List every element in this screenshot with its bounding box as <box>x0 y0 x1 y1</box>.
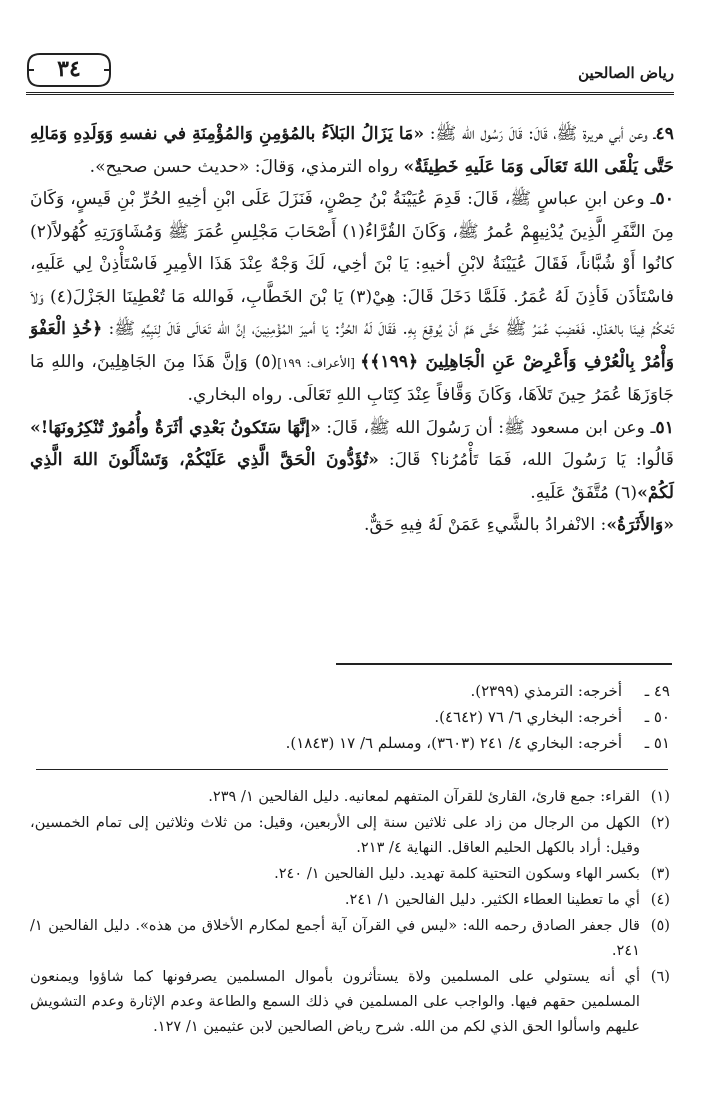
footnotes-list <box>30 784 670 1040</box>
footnote-text: الكهل من الرجال من زاد على ثلاثين سنة إلى الأربعين، وقيل: من ثلاث وثلاثين إلى تمام الخمسين، وقيل: أراد بالكهل الحليم العاقل. النهاية ٤/ ٢١٣. <box>30 814 640 856</box>
takhrij-number: ٥١ ـ <box>644 734 670 752</box>
hadith-49 <box>30 118 674 183</box>
footnote-number: (٤) <box>650 891 670 908</box>
hadith-text: ـ وعن أبي هريرة ﷺ، قَالَ: قَالَ رَسُول الله ﷺ: <box>424 124 656 144</box>
takhrij-text: أخرجه: البخاري ٦/ ٧٦ (٤٦٤٢). <box>434 708 622 726</box>
gloss-text: : الانْفرادُ بالشَّيءِ عَمَنْ لَهُ فِيهِ حَقٌّ. <box>364 515 607 535</box>
footnote-text: بكسر الهاء وسكون التحتية كلمة تهديد. دليل الفالحين ١/ ٢٤٠. <box>274 865 640 882</box>
footnote-number: (٣) <box>650 865 670 882</box>
quran-verse: ﴿خُذِ الْعَفْوَ وَأْمُرْ بِالْعُرْفِ وَأَعْرِضْ عَنِ الْجَاهِلِينَ ﴿١٩٩﴾﴾ <box>30 319 674 372</box>
verse-reference: [الأعراف: ١٩٩] <box>277 355 361 370</box>
footnote <box>30 887 670 912</box>
footnote-text: أي ما تعطينا العطاء الكثير. دليل الفالحين ١/ ٢٤١. <box>344 891 640 908</box>
footnote-number: (٥) <box>650 917 670 934</box>
takhrij-text: أخرجه: الترمذي (٢٣٩٩). <box>470 682 622 700</box>
header-rule <box>26 92 674 95</box>
hadith-text: ـ وعن ابنِ عباسٍ ﷺ، قَالَ: قَدِمَ عُيَيْنَةُ بْنُ حِصْنٍ، فَنَزَلَ عَلَى ابْنِ أخِيهِ الحُرِّ بْنِ قَيسٍ، وَكَانَ مِنَ النَّفَرِ الَّذِينَ يُدْنِيهِمْ عُمرُ ﷺ، وَكَانَ القُرَّاءُ(١) أَصْحَابَ مَجْلِسِ عُمَرَ ﷺ وَمُشَاوَرَتِهِ كُهُولاً(٢) كانُوا أَوْ شُبَّاناً، فَقَالَ عُيَيْنَةُ لابْنِ أخيهِ: يَا بْنَ أخِي، لَكَ وَجْهٌ عِنْدَ هَذَا الأمِيرِ فَاسْتَأْذِنْ لِي عَلَيهِ، فاسْتَأذَن فَأذِنَ لَهُ عُمَرُ. فَلَمَّا دَخَلَ قَالَ: هِيْ(٣) يَا بْنَ الخَطَّابِ، فَوالله مَا تُعْطِينَا الجَزْلَ(٤) وَلاَ تَحْكُمُ فِينَا بالعَدْلِ. فَغَضِبَ عُمَرُ ﷺ حَتَّى هَمَّ أنْ يُوقِعَ بِهِ. فَقَالَ لَهُ الحُرُّ: يَا أميرَ المُؤْمِنِينَ، إنَّ الله تَعَالَى قَالَ لِنَبِيِّهِ ﷺ: <box>30 189 675 339</box>
hadith-number: ٥١ <box>655 417 675 438</box>
gloss-term: «وَالأَثَرَةُ» <box>606 515 674 535</box>
footnote-number: (١) <box>650 788 670 805</box>
hadith-body <box>30 118 674 542</box>
takhrij-list <box>30 678 670 756</box>
hadith-quote: «مَا يَزَالُ البَلاَءُ بالمُؤمِنِ وَالمُؤْمِنَةِ في نفسهِ وَوَلَدِهِ وَمَالِهِ حَتَّى يَلْقَى اللهَ تَعَالَى وَمَا عَلَيهِ خَطِيئَةٌ» <box>30 124 674 177</box>
footnote <box>30 964 670 1039</box>
takhrij-row <box>30 704 670 730</box>
hadith-quote: «تُؤَدُّونَ الْحَقَّ الَّذِي عَلَيْكُمْ، وَتَسْأَلُونَ اللهَ الَّذِي لَكُمْ» <box>30 450 674 503</box>
hadith-50 <box>30 183 674 412</box>
hadith-51 <box>30 412 674 510</box>
book-title: رياض الصالحين <box>578 64 674 82</box>
takhrij-row <box>30 678 670 704</box>
footnote-text: أي أنه يستولي على المسلمين ولاة يستأثرون بأموال المسلمين يصرفونها كما شاؤوا ويمنعون المسلمين حقهم فيها. والواجب على المسلمين في ذلك السمع والطاعة وعدم الإثارة وعدم التشويش عليهم واسألوا الحق الذي لكم من الله. شرح رياض الصالحين لابن عثيمين ١/ ١٢٧. <box>30 968 640 1035</box>
hadith-source: رواه الترمذي، وَقالَ: «حديث حسن صحيح». <box>89 156 404 177</box>
hadith-number: ٥٠ <box>655 189 674 209</box>
footnote <box>30 784 670 809</box>
footnote-number: (٢) <box>650 814 670 831</box>
footnote <box>30 810 670 860</box>
takhrij-number: ٥٠ ـ <box>644 708 670 726</box>
page-header <box>26 48 674 98</box>
hadith-text: ـ وعن ابن مسعود ﷺ: أن رَسُولَ الله ﷺ، قَالَ: <box>320 417 656 438</box>
hadith-source: (٦) مُتَّفَقٌ عَلَيهِ. <box>530 482 638 503</box>
hadith-text: (٥) وَإنَّ هَذَا مِنَ الجَاهِلِينَ، واللهِ مَا جَاوَزَهَا عُمَرُ حِينَ تَلاَهَا، وَكَانَ وَقَّافاً عِنْدَ كِتَابِ اللهِ تَعَالَى. رواه البخاري. <box>30 351 674 405</box>
footnotes-divider <box>36 769 668 770</box>
page-number: ٣٤ <box>57 56 81 82</box>
takhrij-row <box>30 730 670 756</box>
takhrij-divider <box>336 663 672 665</box>
hadith-text: قَالُوا: يَا رَسُولَ الله، فَمَا تَأْمُرُنا؟ قَالَ: <box>378 450 675 470</box>
footnote-text: قال جعفر الصادق رحمه الله: «ليس في القرآن آية أجمع لمكارم الأخلاق من هذه». دليل الفالحين ١/ ٢٤١. <box>30 917 640 959</box>
takhrij-text: أخرجه: البخاري ٤/ ٢٤١ (٣٦٠٣)، ومسلم ٦/ ١٧ (١٨٤٣). <box>285 734 622 752</box>
takhrij-number: ٤٩ ـ <box>644 682 670 700</box>
footnote <box>30 861 670 886</box>
footnote <box>30 913 670 963</box>
footnote-text: القراء: جمع قارئ، القارئ للقرآن المتفهم لمعانيه. دليل الفالحين ١/ ٢٣٩. <box>208 788 640 805</box>
hadith-quote: «إنَّهَا سَتَكونُ بَعْدِي أثَرَةٌ وأُمُورٌ تُنْكِرُونَهَا!» <box>30 417 321 438</box>
hadith-number: ٤٩ <box>655 124 674 144</box>
page-number-frame <box>26 52 112 88</box>
gloss <box>30 509 674 542</box>
footnote-number: (٦) <box>650 968 670 985</box>
